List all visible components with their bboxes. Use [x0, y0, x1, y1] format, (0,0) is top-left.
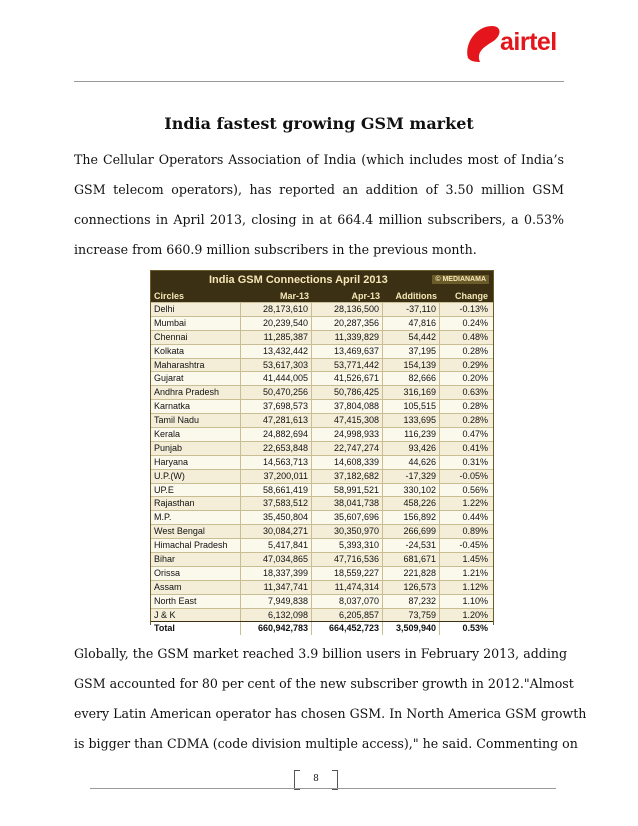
table-row	[151, 399, 493, 413]
medianama-brand: © MEDIANAMA	[432, 275, 489, 284]
table-row	[151, 608, 493, 622]
circle-name-cell: Gujarat	[151, 372, 241, 385]
table-cell: 221,828	[383, 567, 440, 580]
table-cell: 30,084,271	[241, 525, 312, 538]
table-cell: 8,037,070	[312, 595, 383, 608]
paragraph1-line: increase from 660.9 million subscribers in the previous month.	[74, 242, 477, 257]
circle-name-cell: Chennai	[151, 331, 241, 344]
table-cell: 37,698,573	[241, 400, 312, 413]
table-row	[151, 358, 493, 372]
table-row	[151, 552, 493, 566]
circle-name-cell: Punjab	[151, 442, 241, 455]
table-cell: 37,195	[383, 345, 440, 358]
table-cell: -17,329	[383, 470, 440, 483]
column-header: Additions	[395, 291, 437, 301]
table-cell: 11,285,387	[241, 331, 312, 344]
table-cell: 35,450,804	[241, 511, 312, 524]
table-cell: 38,041,738	[312, 497, 383, 510]
circle-name-cell: M.P.	[151, 511, 241, 524]
table-cell: 5,393,310	[312, 539, 383, 552]
table-row	[151, 566, 493, 580]
table-cell: 133,695	[383, 414, 440, 427]
table-cell: 20,239,540	[241, 317, 312, 330]
circle-name-cell: Haryana	[151, 456, 241, 469]
table-body	[151, 302, 493, 635]
circle-name-cell: UP.E	[151, 484, 241, 497]
table-title-bar	[151, 271, 493, 291]
circle-name-cell: Assam	[151, 581, 241, 594]
table-cell: 0.56%	[462, 484, 488, 495]
table-cell: 37,182,682	[312, 470, 383, 483]
table-cell: 664,452,723	[312, 622, 383, 635]
table-cell: 0.28%	[462, 415, 488, 426]
circle-name-cell: Karnatka	[151, 400, 241, 413]
table-cell: 28,136,500	[312, 303, 383, 316]
table-cell: 11,474,314	[312, 581, 383, 594]
table-row	[151, 469, 493, 483]
table-cell: 73,759	[383, 609, 440, 622]
table-row	[151, 580, 493, 594]
table-cell: 154,139	[383, 359, 440, 372]
table-cell: 37,200,011	[241, 470, 312, 483]
table-cell: 0.89%	[462, 526, 488, 537]
footer-divider	[90, 788, 556, 789]
paragraph2-line: is bigger than CDMA (code division multiple access)," he said. Commenting on	[74, 736, 578, 751]
gsm-connections-table	[150, 270, 494, 634]
paragraph1-line: GSM telecom operators), has reported an addition of 3.50 million GSM	[74, 182, 564, 197]
circle-name-cell: Rajasthan	[151, 497, 241, 510]
table-row	[151, 316, 493, 330]
table-cell: 1.22%	[462, 498, 488, 509]
table-header-row	[151, 291, 493, 302]
table-cell: 14,608,339	[312, 456, 383, 469]
table-cell: 41,444,005	[241, 372, 312, 385]
table-cell: 126,573	[383, 581, 440, 594]
table-cell: 58,661,419	[241, 484, 312, 497]
circle-name-cell: Kerala	[151, 428, 241, 441]
table-cell: 330,102	[383, 484, 440, 497]
table-cell: 1.45%	[462, 554, 488, 565]
table-cell: 93,426	[383, 442, 440, 455]
paragraph2-line: Globally, the GSM market reached 3.9 billion users in February 2013, adding	[74, 646, 568, 661]
paragraph1-line: The Cellular Operators Association of India (which includes most of India’s	[74, 152, 564, 167]
table-title: India GSM Connections April 2013	[209, 274, 388, 286]
table-cell: 660,942,783	[241, 622, 312, 635]
table-cell: 20,287,356	[312, 317, 383, 330]
table-cell: 22,747,274	[312, 442, 383, 455]
table-total-row	[151, 621, 493, 635]
logo-text: airtel	[500, 28, 557, 56]
column-header: Change	[454, 291, 488, 301]
table-cell: 0.63%	[462, 387, 488, 398]
table-cell: 0.28%	[462, 345, 488, 356]
table-cell: 44,626	[383, 456, 440, 469]
table-cell: 0.24%	[462, 317, 488, 328]
table-cell: 0.53%	[462, 623, 488, 634]
table-cell: 47,281,613	[241, 414, 312, 427]
table-cell: 1.12%	[462, 581, 488, 592]
table-cell: 41,526,671	[312, 372, 383, 385]
table-cell: 24,882,694	[241, 428, 312, 441]
table-row	[151, 594, 493, 608]
table-cell: 54,442	[383, 331, 440, 344]
circle-name-cell: Tamil Nadu	[151, 414, 241, 427]
paragraph1-line: connections in April 2013, closing in at 664.4 million subscribers, a 0.53%	[74, 212, 564, 227]
circle-name-cell: Andhra Pradesh	[151, 386, 241, 399]
table-cell: 11,347,741	[241, 581, 312, 594]
table-row	[151, 538, 493, 552]
column-header: Mar-13	[279, 291, 309, 301]
table-cell: 6,205,857	[312, 609, 383, 622]
table-cell: 53,771,442	[312, 359, 383, 372]
table-cell: 82,666	[383, 372, 440, 385]
table-cell: 1.10%	[462, 595, 488, 606]
table-cell: 30,350,970	[312, 525, 383, 538]
table-row	[151, 385, 493, 399]
table-cell: 7,949,838	[241, 595, 312, 608]
circle-name-cell: Orissa	[151, 567, 241, 580]
table-row	[151, 302, 493, 316]
table-cell: 5,417,841	[241, 539, 312, 552]
circle-name-cell: North East	[151, 595, 241, 608]
table-row	[151, 510, 493, 524]
table-row	[151, 441, 493, 455]
table-cell: -24,531	[383, 539, 440, 552]
table-row	[151, 330, 493, 344]
table-cell: 0.41%	[462, 442, 488, 453]
table-cell: -37,110	[383, 303, 440, 316]
table-cell: 53,617,303	[241, 359, 312, 372]
table-cell: 13,432,442	[241, 345, 312, 358]
table-cell: 458,226	[383, 497, 440, 510]
table-cell: 35,607,696	[312, 511, 383, 524]
table-cell: 28,173,610	[241, 303, 312, 316]
circle-name-cell: Bihar	[151, 553, 241, 566]
table-cell: 58,991,521	[312, 484, 383, 497]
table-row	[151, 371, 493, 385]
circle-name-cell: Total	[151, 622, 241, 635]
airtel-logo	[462, 18, 582, 72]
table-cell: 0.48%	[462, 331, 488, 342]
table-cell: 1.20%	[462, 609, 488, 620]
table-cell: 47,415,308	[312, 414, 383, 427]
header-divider	[74, 81, 564, 82]
table-cell: 37,583,512	[241, 497, 312, 510]
table-cell: 14,563,713	[241, 456, 312, 469]
table-cell: 156,892	[383, 511, 440, 524]
page-title: India fastest growing GSM market	[164, 114, 474, 133]
table-cell: 22,653,848	[241, 442, 312, 455]
table-cell: 0.29%	[462, 359, 488, 370]
table-cell: -0.05%	[459, 470, 488, 481]
circle-name-cell: Himachal Pradesh	[151, 539, 241, 552]
table-cell: 116,239	[383, 428, 440, 441]
column-header: Circles	[154, 291, 185, 301]
table-cell: 681,671	[383, 553, 440, 566]
table-cell: 50,470,256	[241, 386, 312, 399]
table-row	[151, 483, 493, 497]
circle-name-cell: West Bengal	[151, 525, 241, 538]
circle-name-cell: U.P.(W)	[151, 470, 241, 483]
table-cell: 0.20%	[462, 373, 488, 384]
table-row	[151, 496, 493, 510]
paragraph2-line: GSM accounted for 80 per cent of the new subscriber growth in 2012."Almost	[74, 676, 574, 691]
table-cell: 18,337,399	[241, 567, 312, 580]
table-cell: -0.13%	[459, 304, 488, 314]
table-cell: 0.31%	[462, 456, 488, 467]
table-cell: 6,132,098	[241, 609, 312, 622]
table-cell: 50,786,425	[312, 386, 383, 399]
table-cell: 0.28%	[462, 401, 488, 412]
table-cell: 11,339,829	[312, 331, 383, 344]
circle-name-cell: Maharashtra	[151, 359, 241, 372]
table-cell: 105,515	[383, 400, 440, 413]
circle-name-cell: Delhi	[151, 303, 241, 316]
table-cell: 266,699	[383, 525, 440, 538]
paragraph2-line: every Latin American operator has chosen GSM. In North America GSM growth	[74, 706, 587, 721]
table-cell: 0.47%	[462, 429, 488, 440]
table-cell: 18,559,227	[312, 567, 383, 580]
circle-name-cell: Mumbai	[151, 317, 241, 330]
table-cell: 37,804,088	[312, 400, 383, 413]
table-cell: 3,509,940	[383, 622, 440, 635]
table-cell: 47,816	[383, 317, 440, 330]
table-row	[151, 524, 493, 538]
circle-name-cell: J & K	[151, 609, 241, 622]
table-row	[151, 455, 493, 469]
table-cell: 0.44%	[462, 512, 488, 523]
page-number: 8	[294, 770, 338, 788]
table-cell: -0.45%	[459, 540, 488, 551]
table-cell: 47,034,865	[241, 553, 312, 566]
table-row	[151, 413, 493, 427]
table-cell: 316,169	[383, 386, 440, 399]
table-cell: 13,469,637	[312, 345, 383, 358]
table-cell: 87,232	[383, 595, 440, 608]
table-cell: 1.21%	[462, 567, 488, 578]
table-cell: 24,998,933	[312, 428, 383, 441]
table-row	[151, 427, 493, 441]
column-header: Apr-13	[351, 291, 380, 301]
table-row	[151, 344, 493, 358]
table-cell: 47,716,536	[312, 553, 383, 566]
circle-name-cell: Kolkata	[151, 345, 241, 358]
